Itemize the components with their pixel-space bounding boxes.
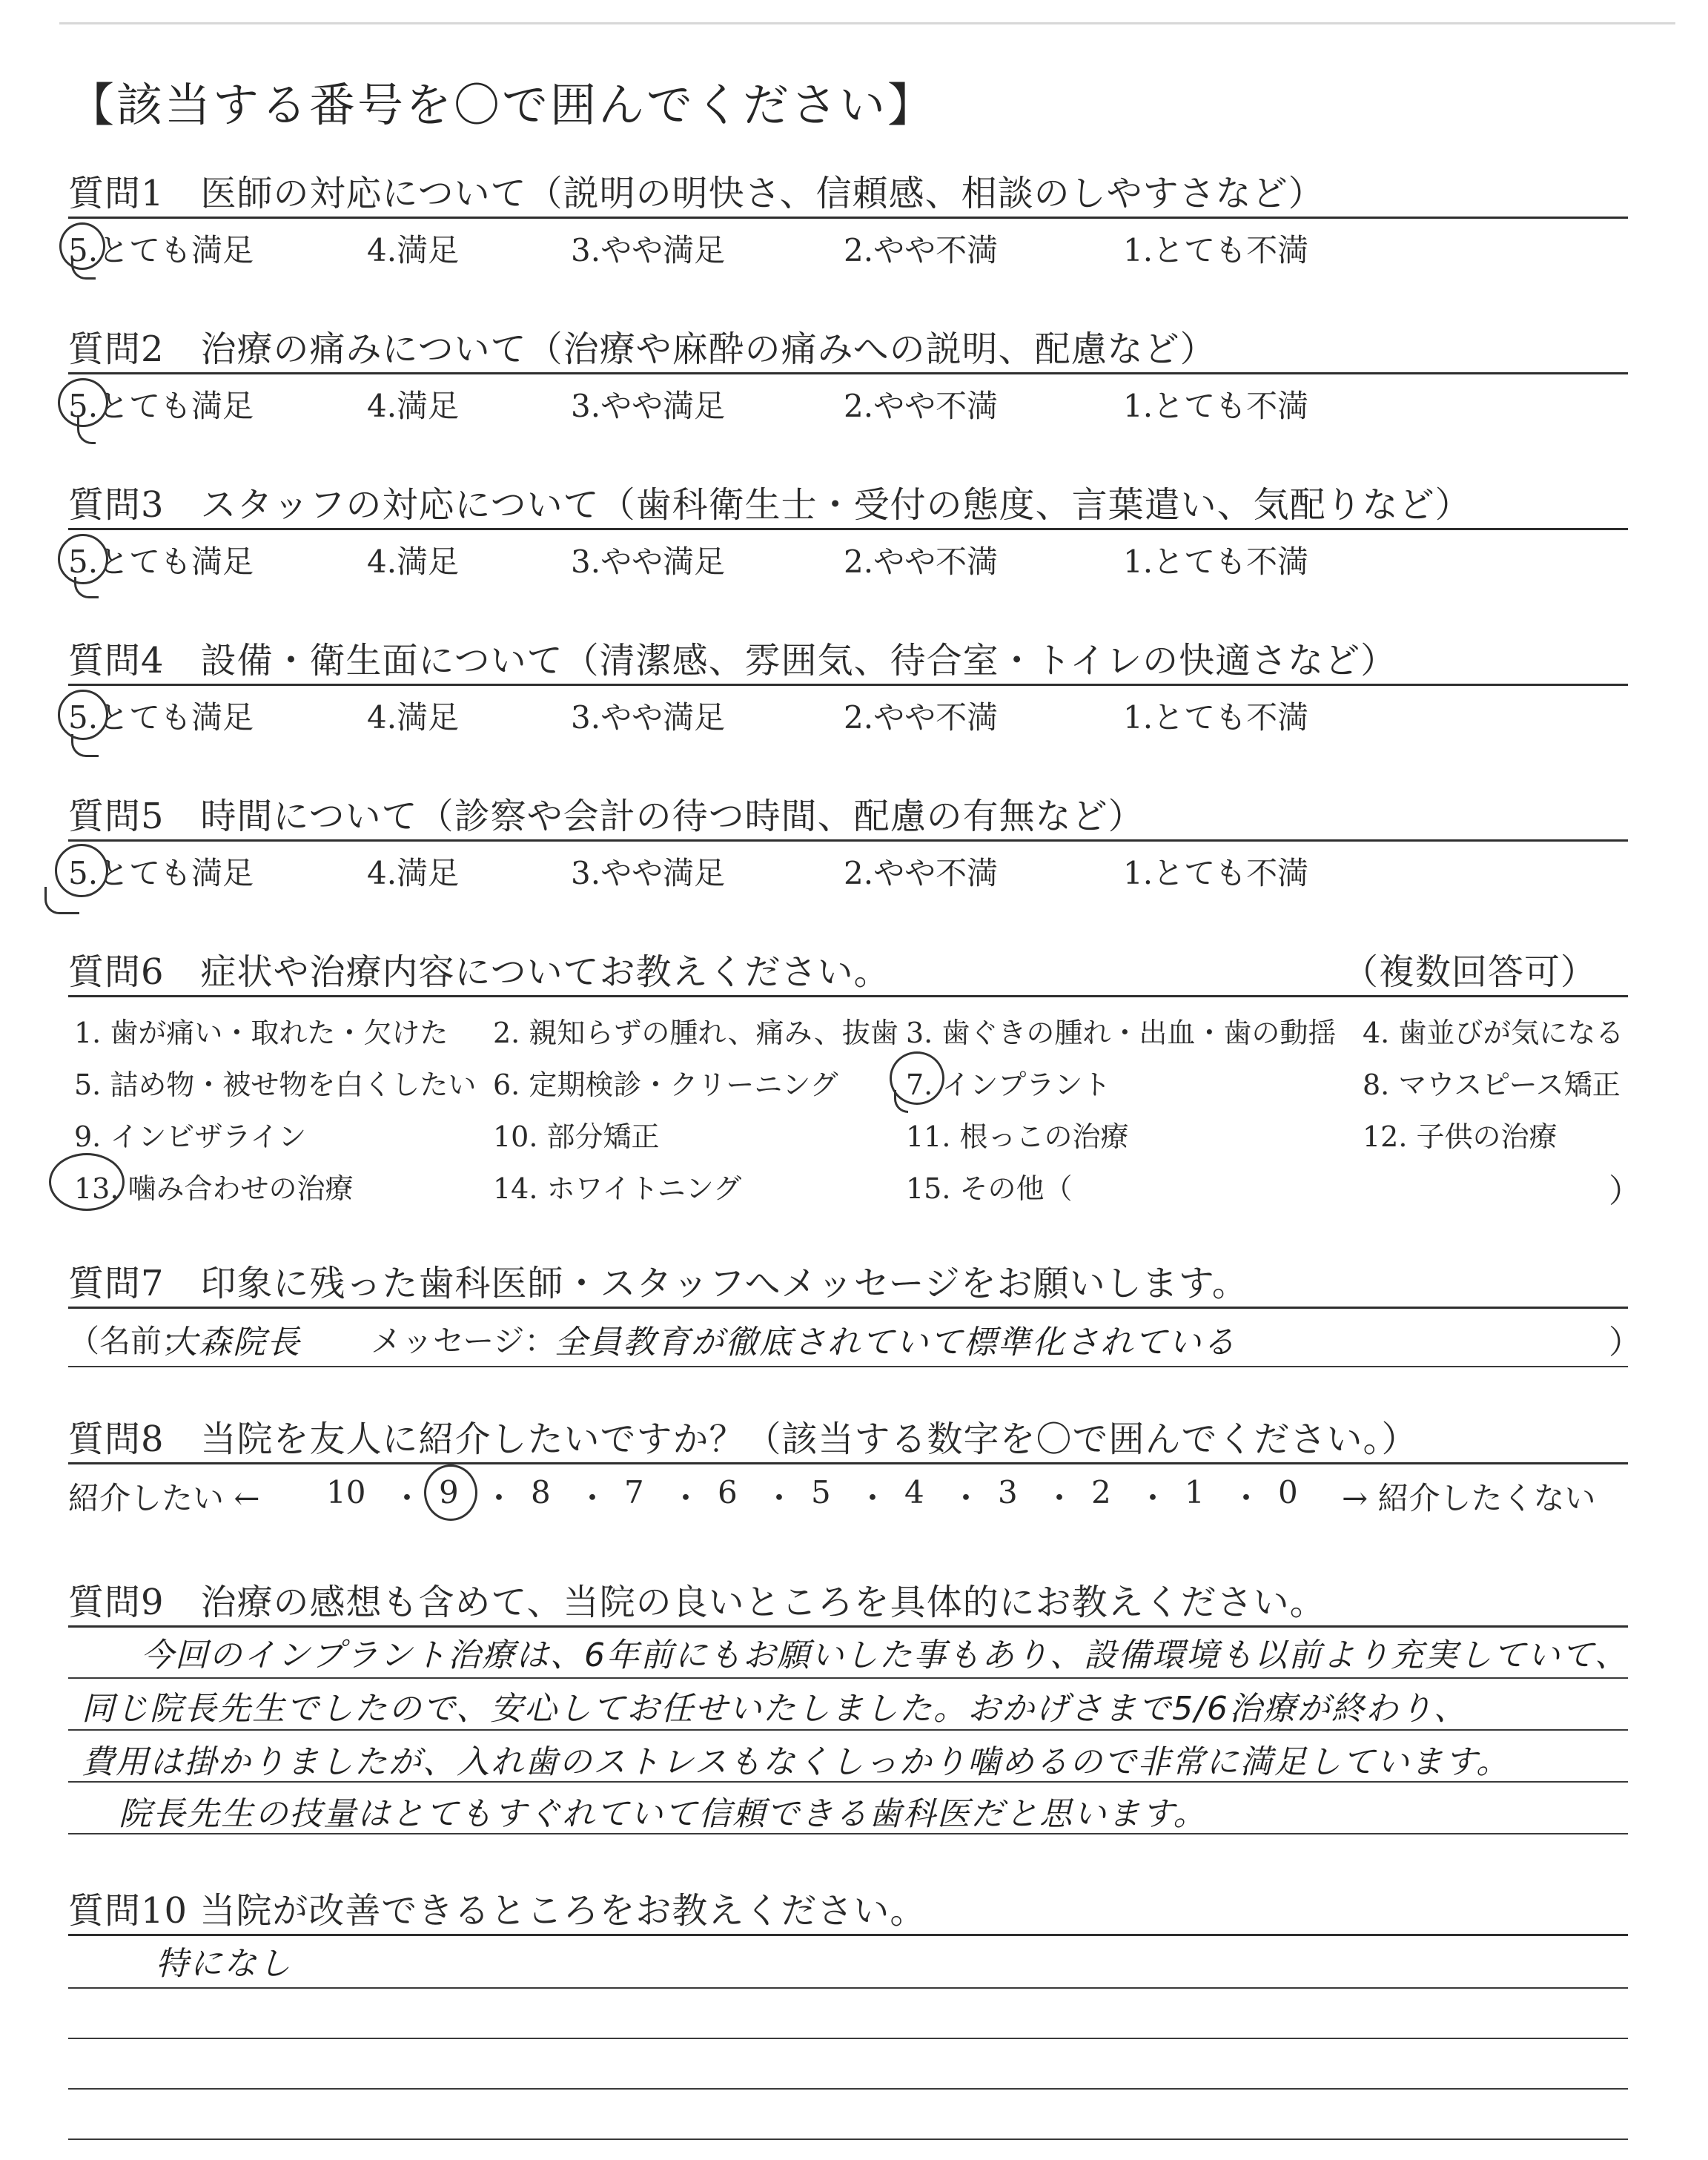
q8-scale-8[interactable]: 8 — [531, 1474, 551, 1510]
q1-option-3[interactable]: 3.やや満足 — [571, 232, 726, 268]
question-2-rule — [68, 372, 1628, 374]
form-header: 【該当する番号を〇で囲んでください】 — [68, 78, 936, 132]
q6-option-3[interactable]: 3. 歯ぐきの腫れ・出血・歯の動揺 — [906, 1017, 1337, 1049]
q8-left-label: 紹介したい ← — [68, 1480, 260, 1516]
q6-option-11[interactable]: 11. 根っこの治療 — [906, 1120, 1129, 1153]
q3-option-2[interactable]: 2.やや不満 — [844, 544, 999, 580]
q6-option-8[interactable]: 8. マウスピース矯正 — [1363, 1069, 1621, 1101]
q8-scale-separator: ・ — [577, 1480, 609, 1516]
question-7-title: 質問7 印象に残った歯科医師・スタッフへメッセージをお願いします。 — [68, 1263, 1248, 1304]
q6-option-6[interactable]: 6. 定期検診・クリーニング — [493, 1069, 838, 1101]
question-3-title: 質問3 スタッフの対応について（歯科衛生士・受付の態度、言葉遣い、気配りなど） — [68, 484, 1472, 526]
q6-other-close: ） — [1609, 1172, 1641, 1210]
question-2-title: 質問2 治療の痛みについて（治療や麻酔の痛みへの説明、配慮など） — [68, 328, 1217, 370]
q6-option-14[interactable]: 14. ホワイトニング — [493, 1172, 742, 1205]
q8-scale-9[interactable]: 9 — [439, 1474, 459, 1510]
q9-answer-line-1[interactable]: 今回のインプラント治療は、6年前にもお願いした事もあり、設備環境も以前より充実していて、 — [141, 1636, 1629, 1674]
q8-scale-0[interactable]: 0 — [1278, 1474, 1298, 1510]
q1-option-1[interactable]: 1.とても不満 — [1123, 232, 1309, 268]
q8-scale-6[interactable]: 6 — [718, 1474, 738, 1510]
q8-scale-separator: ・ — [950, 1480, 982, 1516]
q7-message-label: メッセージ： — [371, 1323, 556, 1359]
q8-right-label: → 紹介したくない — [1342, 1480, 1596, 1516]
q6-option-5[interactable]: 5. 詰め物・被せ物を白くしたい — [74, 1069, 477, 1101]
q8-scale-4[interactable]: 4 — [904, 1474, 924, 1510]
q6-option-1[interactable]: 1. 歯が痛い・取れた・欠けた — [74, 1017, 448, 1049]
q3-option-4[interactable]: 4.満足 — [367, 544, 460, 580]
question-1-rule — [68, 217, 1628, 219]
q9-line-rule — [68, 1729, 1628, 1731]
q10-line-rule — [68, 1987, 1628, 1989]
q6-option-9[interactable]: 9. インビザライン — [74, 1120, 307, 1153]
q9-answer-line-2[interactable]: 同じ院長先生でしたので、安心してお任せいたしました。おかげさまで5/6治療が終わり、 — [82, 1690, 1468, 1728]
q6-option-15[interactable]: 15. その他（ — [906, 1172, 1073, 1205]
question-8-title: 質問8 当院を友人に紹介したいですか？（該当する数字を〇で囲んでください。） — [68, 1418, 1418, 1460]
q6-option-12[interactable]: 12. 子供の治療 — [1363, 1120, 1558, 1153]
q10-answer[interactable]: 特になし — [156, 1945, 292, 1983]
question-9-rule — [68, 1625, 1628, 1628]
q8-scale-separator: ・ — [1231, 1480, 1262, 1516]
q4-option-4[interactable]: 4.満足 — [367, 699, 460, 736]
q8-selection-circle — [424, 1464, 477, 1521]
q8-scale-separator: ・ — [391, 1480, 423, 1516]
q8-scale-separator: ・ — [1137, 1480, 1169, 1516]
q9-line-rule — [68, 1781, 1628, 1783]
q5-option-3[interactable]: 3.やや満足 — [571, 855, 726, 891]
page-top-line — [59, 22, 1675, 24]
q3-option-1[interactable]: 1.とても不満 — [1123, 544, 1309, 580]
q8-scale-1[interactable]: 1 — [1185, 1474, 1205, 1510]
q7-name-value[interactable]: 大森院長 — [165, 1324, 301, 1361]
q9-line-rule — [68, 1833, 1628, 1834]
question-8-rule — [68, 1462, 1628, 1464]
question-6-title: 質問6 症状や治療内容についてお教えください。 — [68, 951, 890, 993]
q2-selection-stroke — [77, 415, 96, 444]
q6-option-13-circle — [49, 1153, 125, 1211]
question-10-title: 質問10 当院が改善できるところをお教えください。 — [68, 1890, 927, 1932]
q2-option-4[interactable]: 4.満足 — [367, 388, 460, 424]
q4-selection-stroke — [71, 734, 99, 757]
q4-option-3[interactable]: 3.やや満足 — [571, 699, 726, 736]
q6-option-4[interactable]: 4. 歯並びが気になる — [1363, 1017, 1624, 1049]
question-5-rule — [68, 839, 1628, 842]
q5-option-2[interactable]: 2.やや不満 — [844, 855, 999, 891]
q8-scale-separator: ・ — [857, 1480, 889, 1516]
q8-scale-5[interactable]: 5 — [811, 1474, 831, 1510]
question-4-title: 質問4 設備・衛生面について（清潔感、雰囲気、待合室・トイレの快適さなど） — [68, 640, 1397, 681]
question-6-rule — [68, 995, 1628, 997]
q6-option-10[interactable]: 10. 部分矯正 — [493, 1120, 660, 1153]
question-5-title: 質問5 時間について（診察や会計の待つ時間、配慮の有無など） — [68, 796, 1145, 837]
q10-line-rule — [68, 2088, 1628, 2090]
q4-option-2[interactable]: 2.やや不満 — [844, 699, 999, 736]
q5-option-5[interactable]: 5.とても満足 — [68, 855, 254, 891]
q8-scale-separator: ・ — [764, 1480, 795, 1516]
q1-option-4[interactable]: 4.満足 — [367, 232, 460, 268]
q8-scale-10[interactable]: 10 — [326, 1474, 366, 1510]
q9-answer-line-3[interactable]: 費用は掛かりましたが、入れ歯のストレスもなくしっかり噛めるので非常に満足しています。 — [82, 1743, 1511, 1781]
q4-option-5[interactable]: 5.とても満足 — [68, 699, 254, 736]
q8-scale-separator: ・ — [483, 1480, 515, 1516]
question-1-title: 質問1 医師の対応について（説明の明快さ、信頼感、相談のしやすさなど） — [68, 173, 1325, 214]
q10-line-rule — [68, 2138, 1628, 2140]
q6-option-7[interactable]: 7. インプラント — [906, 1069, 1111, 1101]
q5-option-1[interactable]: 1.とても不満 — [1123, 855, 1309, 891]
q8-scale-separator: ・ — [670, 1480, 702, 1516]
q1-selection-stroke — [71, 260, 96, 280]
q5-option-4[interactable]: 4.満足 — [367, 855, 460, 891]
q8-scale-separator: ・ — [1044, 1480, 1076, 1516]
q5-selection-stroke — [44, 887, 79, 914]
q4-selection-circle — [58, 690, 108, 740]
q3-option-5[interactable]: 5.とても満足 — [68, 544, 254, 580]
q8-scale-7[interactable]: 7 — [624, 1474, 644, 1510]
q3-option-3[interactable]: 3.やや満足 — [571, 544, 726, 580]
question-4-rule — [68, 684, 1628, 686]
q9-line-rule — [68, 1677, 1628, 1679]
q2-option-3[interactable]: 3.やや満足 — [571, 388, 726, 424]
q8-scale-3[interactable]: 3 — [998, 1474, 1018, 1510]
q2-option-2[interactable]: 2.やや不満 — [844, 388, 999, 424]
q1-option-2[interactable]: 2.やや不満 — [844, 232, 999, 268]
q8-scale-2[interactable]: 2 — [1091, 1474, 1111, 1510]
q9-answer-line-4[interactable]: 院長先生の技量はとてもすぐれていて信頼できる歯科医だと思います。 — [119, 1795, 1208, 1833]
q2-option-5[interactable]: 5.とても満足 — [68, 388, 254, 424]
question-6-note: （複数回答可） — [1342, 951, 1597, 993]
q7-close-paren: ） — [1609, 1324, 1641, 1361]
q7-name-label: （名前： — [68, 1323, 193, 1359]
q4-option-1[interactable]: 1.とても不満 — [1123, 699, 1309, 736]
q6-option-2[interactable]: 2. 親知らずの腫れ、痛み、抜歯 — [493, 1017, 898, 1049]
q6-option-13[interactable]: 13. 噛み合わせの治療 — [74, 1172, 354, 1205]
q2-option-1[interactable]: 1.とても不満 — [1123, 388, 1309, 424]
question-10-rule — [68, 1934, 1628, 1936]
question-3-rule — [68, 528, 1628, 530]
q7-answer-rule — [68, 1366, 1628, 1367]
q7-message-value[interactable]: 全員教育が徹底されていて標準化されている — [555, 1324, 1237, 1361]
question-7-rule — [68, 1307, 1628, 1309]
q6-option-7-stroke — [894, 1090, 908, 1113]
q3-selection-stroke — [74, 577, 99, 598]
q10-line-rule — [68, 2038, 1628, 2039]
question-9-title: 質問9 治療の感想も含めて、当院の良いところを具体的にお教えください。 — [68, 1582, 1326, 1623]
q1-option-5[interactable]: 5.とても満足 — [68, 232, 254, 268]
